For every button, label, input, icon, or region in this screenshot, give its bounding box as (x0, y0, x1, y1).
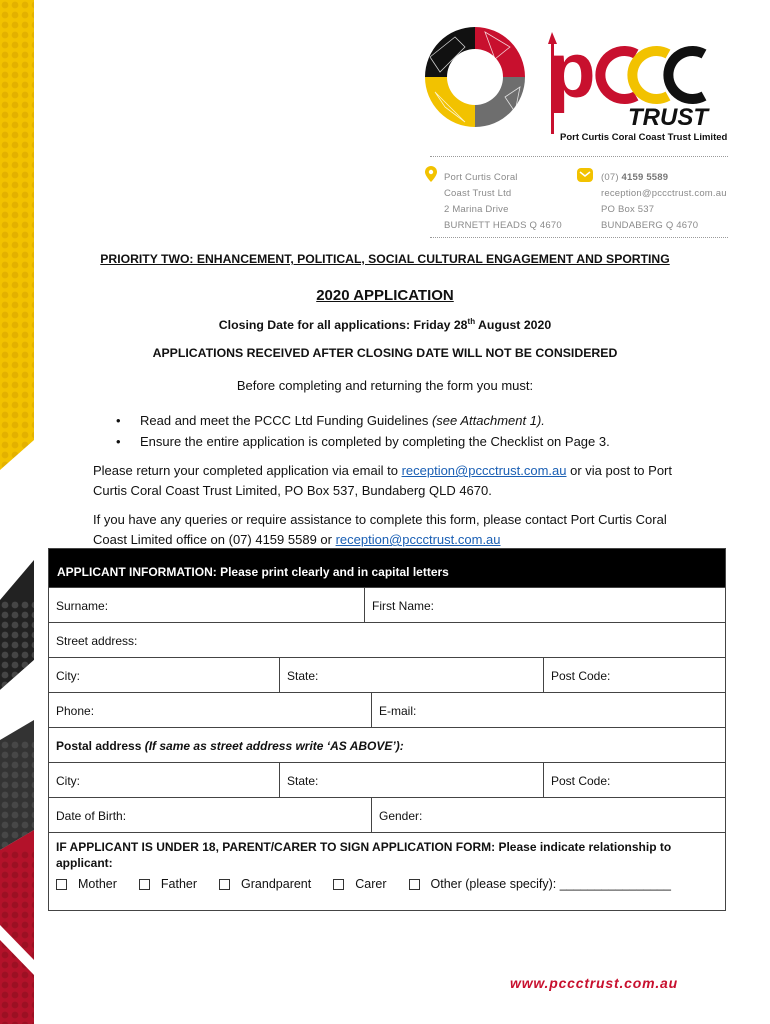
dob-label: Date of Birth: (56, 809, 127, 823)
option-label: Father (160, 877, 198, 891)
postal-hint: (If same as street address write ‘AS ABOVE’): (144, 739, 404, 753)
contact-bottom-divider (430, 237, 728, 238)
org-name: Port Curtis Coral Coast Trust Limited (560, 132, 728, 143)
form-header: APPLICANT INFORMATION: Please print clearly and in capital letters (49, 549, 725, 587)
attachment-note: (see Attachment 1). (431, 413, 545, 428)
option-father[interactable] (139, 877, 197, 891)
post-code-label: Post Code: (551, 774, 611, 788)
gender-field[interactable] (371, 798, 725, 832)
city-label: City: (56, 774, 80, 788)
return-prefix: Please return your completed application via email to (93, 463, 402, 478)
phone-prefix: (07) (601, 172, 622, 183)
form-row (49, 657, 725, 692)
postal-post-code-field[interactable] (543, 763, 725, 797)
form-row (49, 692, 725, 727)
postal-city-field[interactable] (49, 763, 279, 797)
state-label: State: (287, 669, 319, 683)
surname-field[interactable] (49, 588, 364, 622)
address-line3: 2 Marina Drive (444, 204, 509, 215)
requirement-text: Ensure the entire application is completed by completing the Checklist on Page 3. (140, 434, 610, 449)
decorative-side-band (0, 0, 34, 1024)
postal-state-field[interactable] (279, 763, 543, 797)
phone-mail-icon (577, 168, 593, 187)
postal-address-field[interactable] (49, 728, 725, 762)
email-label: E-mail: (379, 704, 417, 718)
first-name-label: First Name: (372, 599, 435, 613)
requirement-item (116, 431, 610, 452)
city-field[interactable] (49, 658, 279, 692)
return-suffix: or via post to Port Curtis Coral Coast Trust Limited, PO Box 537, Bundaberg QLD 4670. (93, 463, 672, 498)
checkbox[interactable] (56, 879, 67, 890)
applicant-information-form (48, 548, 726, 911)
form-row (49, 797, 725, 832)
option-label: Carer (355, 877, 387, 891)
parent-carer-section (49, 832, 725, 910)
po-line2: BUNDABERG Q 4670 (601, 220, 699, 231)
pccc-trust-logo (420, 22, 730, 152)
address-line2: Coast Trust Ltd (444, 188, 512, 199)
logo-trust-text: TRUST (628, 104, 708, 131)
phone-label: Phone: (56, 704, 95, 718)
checkbox[interactable] (219, 879, 230, 890)
email-field[interactable] (371, 693, 725, 727)
phone-number: 4159 5589 (621, 172, 669, 183)
priority-heading: PRIORITY TWO: ENHANCEMENT, POLITICAL, SOCIAL CULTURAL ENGAGEMENT AND SPORTING (100, 252, 670, 266)
address-line1: Port Curtis Coral (444, 172, 518, 183)
checkbox[interactable] (409, 879, 420, 890)
street-address-label: Street address: (56, 634, 138, 648)
queries-prefix: If you have any queries or require assistance to complete this form, please contact Port Curtis Coral Coast Limited office on (07) 4159 5589 or (93, 512, 667, 547)
queries-email-link[interactable]: reception@pccctrust.com.au (335, 532, 501, 547)
post-code-label: Post Code: (551, 669, 611, 683)
relationship-options (56, 877, 718, 891)
dob-field[interactable] (49, 798, 371, 832)
parent-question: IF APPLICANT IS UNDER 18, PARENT/CARER TO SIGN APPLICATION FORM: Please indicate relationship to applicant: (56, 840, 672, 870)
requirements-list (116, 410, 610, 452)
surname-label: Surname: (56, 599, 109, 613)
gender-label: Gender: (379, 809, 423, 823)
footer-website-link[interactable]: www.pccctrust.com.au (510, 975, 678, 991)
po-line1: PO Box 537 (601, 204, 655, 215)
form-row (49, 727, 725, 762)
address-line4: BURNETT HEADS Q 4670 (444, 220, 562, 231)
first-name-field[interactable] (364, 588, 725, 622)
phone-line (601, 170, 727, 186)
city-label: City: (56, 669, 80, 683)
option-label: Grandparent (241, 877, 312, 891)
option-label: Other (please specify): ________________ (430, 877, 671, 891)
return-instructions (93, 461, 693, 501)
location-pin-icon (425, 166, 437, 187)
form-row (49, 587, 725, 622)
return-email-link[interactable]: reception@pccctrust.com.au (401, 463, 567, 478)
closing-sup: th (467, 317, 476, 326)
requirement-item (116, 410, 610, 431)
checkbox[interactable] (333, 879, 344, 890)
late-warning: APPLICATIONS RECEIVED AFTER CLOSING DATE WILL NOT BE CONSIDERED (152, 346, 618, 360)
closing-date (60, 317, 710, 332)
contact-top-divider (430, 156, 728, 157)
postal-label: Postal address (56, 739, 145, 753)
post-code-field[interactable] (543, 658, 725, 692)
option-carer[interactable] (333, 877, 386, 891)
closing-prefix: Closing Date for all applications: Friday 28 (218, 318, 468, 333)
logo-p: p (548, 26, 596, 114)
option-mother[interactable] (56, 877, 117, 891)
queries-instructions (93, 510, 693, 550)
form-row (49, 622, 725, 657)
phone-field[interactable] (49, 693, 371, 727)
option-label: Mother (78, 877, 117, 891)
checkbox[interactable] (139, 879, 150, 890)
closing-suffix: August 2020 (475, 318, 552, 333)
application-title: 2020 APPLICATION (316, 287, 454, 304)
form-row (49, 762, 725, 797)
option-other[interactable] (409, 877, 671, 891)
requirement-text: Read and meet the PCCC Ltd Funding Guidelines (140, 413, 432, 428)
before-completing-text: Before completing and returning the form you must: (236, 378, 534, 393)
contact-email[interactable]: reception@pccctrust.com.au (601, 188, 727, 199)
state-field[interactable] (279, 658, 543, 692)
street-address-field[interactable] (49, 623, 725, 657)
postal-address-block (444, 170, 562, 234)
state-label: State: (287, 774, 319, 788)
option-grandparent[interactable] (219, 877, 311, 891)
phone-email-block (601, 170, 727, 234)
